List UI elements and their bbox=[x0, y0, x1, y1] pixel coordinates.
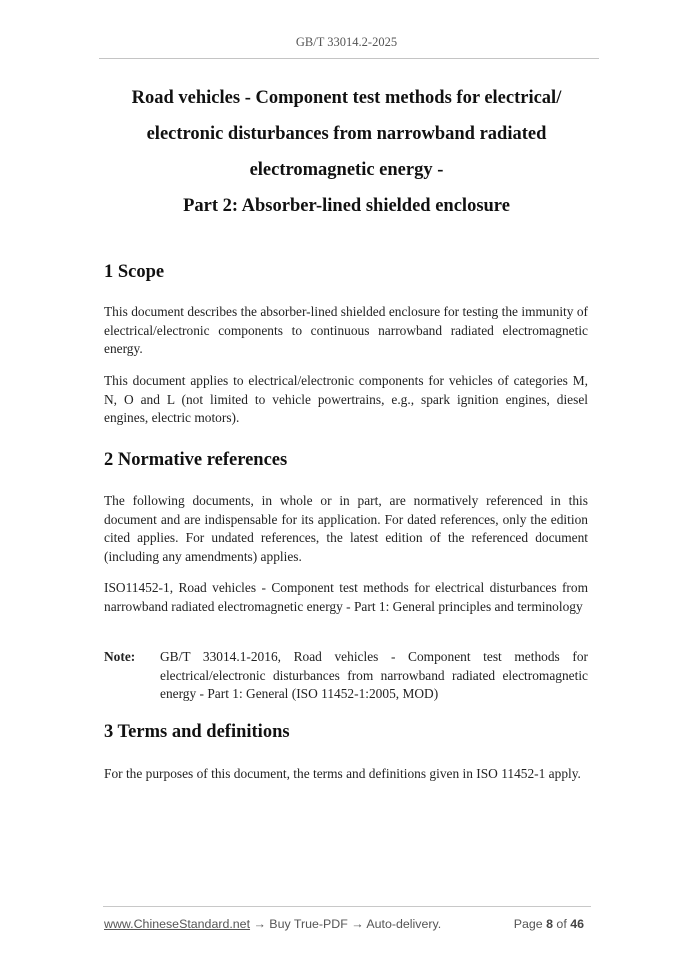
page-total: 46 bbox=[570, 917, 584, 931]
title-line: electromagnetic energy - bbox=[249, 160, 444, 180]
section-heading-normative-references: 2 Normative references bbox=[104, 450, 288, 470]
page-label: Page bbox=[513, 917, 547, 931]
normative-paragraph-1: The following documents, in whole or in part, are normatively referenced in this document and are indispensable for its application. For dated references, only the edition cited applies. For undated references, the latest edition of the referenced document (including any amendments) applies. bbox=[104, 493, 588, 564]
section-heading-terms-definitions: 3 Terms and definitions bbox=[104, 722, 290, 742]
title-line: electronic disturbances from narrowband radiated bbox=[146, 124, 547, 144]
page-indicator bbox=[514, 917, 584, 931]
note-label: Note: bbox=[104, 649, 136, 664]
page-footer bbox=[104, 917, 588, 931]
normative-reference-iso11452-1: ISO11452-1, Road vehicles - Component test methods for electrical disturbances from narrowband radiated electromagnetic energy - Part 1: General principles and terminology bbox=[104, 580, 588, 614]
footer-divider bbox=[103, 906, 591, 907]
page-current: 8 bbox=[546, 917, 553, 931]
header-divider bbox=[99, 58, 599, 59]
scope-paragraph-1: This document describes the absorber-lined shielded enclosure for testing the immunity of electrical/electronic components to continuous narrowband radiated electromagnetic energy. bbox=[104, 304, 588, 356]
running-header: GB/T 33014.2-2025 bbox=[295, 35, 398, 49]
scope-paragraph-2: This document applies to electrical/electronic components for vehicles of categories M, N, O and L (not limited to vehicle powertrains, e.g., spark ignition engines, diesel engines, electric motors). bbox=[104, 373, 588, 425]
chinesestandard-link[interactable]: www.ChineseStandard.net bbox=[104, 917, 251, 931]
title-line: Road vehicles - Component test methods for electrical/ bbox=[131, 88, 562, 108]
terms-paragraph-1: For the purposes of this document, the terms and definitions given in ISO 11452-1 apply. bbox=[104, 766, 581, 781]
footer-promo-text: → Buy True-PDF → Auto-delivery. bbox=[250, 917, 442, 931]
title-line: Part 2: Absorber-lined shielded enclosure bbox=[183, 196, 510, 216]
note-text: GB/T 33014.1-2016, Road vehicles - Component test methods for electrical/electronic disturbances from narrowband radiated electromagnetic energy - Part 1: General (ISO 11452-1:2005, MOD) bbox=[160, 649, 588, 701]
document-title bbox=[100, 80, 593, 224]
section-heading-scope: 1 Scope bbox=[104, 262, 165, 282]
page-of-label: of bbox=[552, 917, 571, 931]
